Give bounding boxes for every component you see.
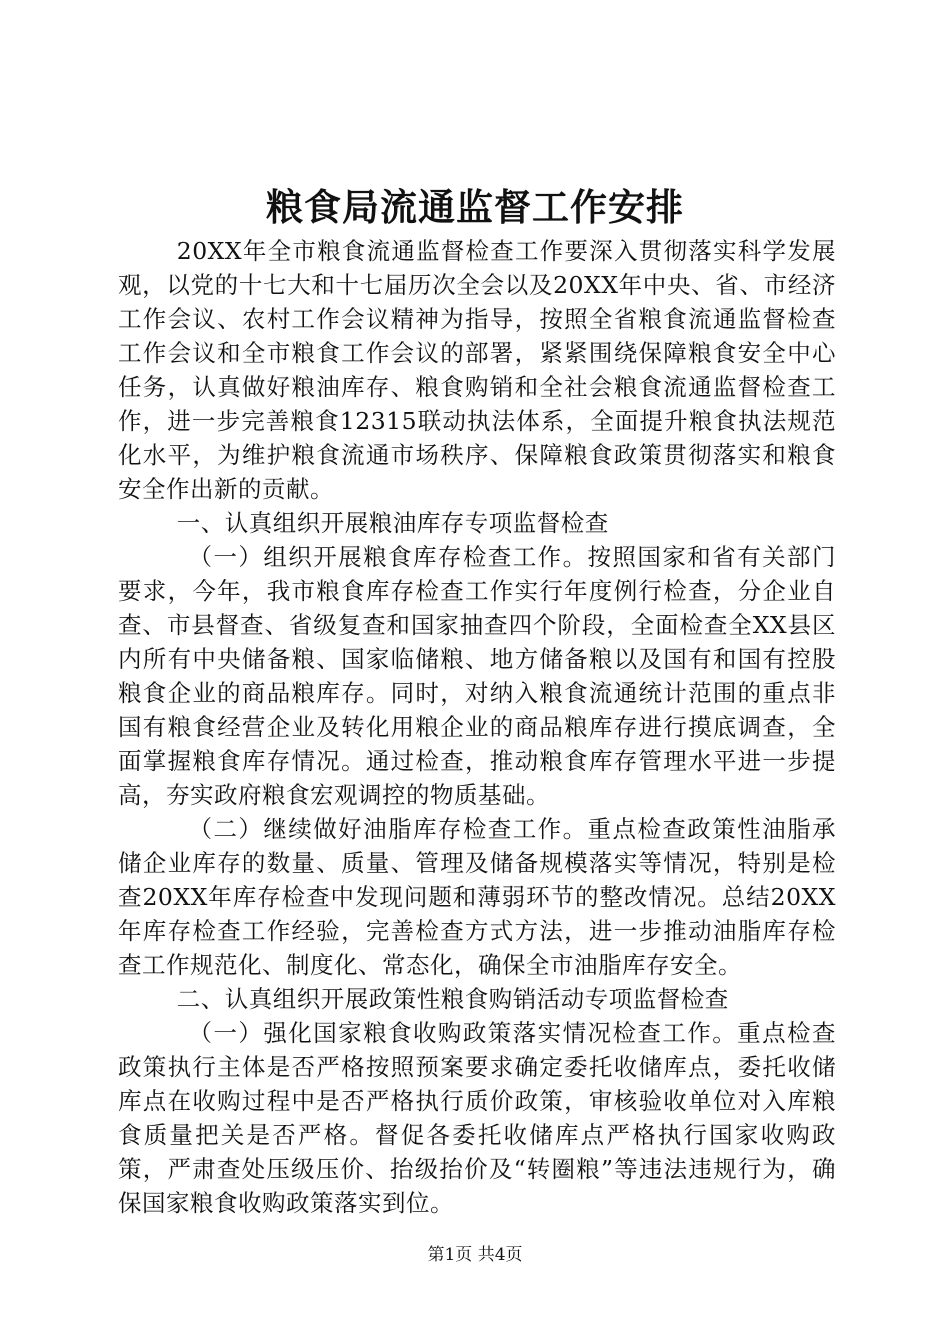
page-title: 粮食局流通监督工作安排 <box>266 185 684 229</box>
intro-paragraph: 20XX年全市粮食流通监督检查工作要深入贯彻落实科学发展观，以党的十七大和十七届历次全会以及20XX年中央、省、市经济工作会议、农村工作会议精神为指导，按照全省粮食流通监督检查工作会议和全市粮食工作会议的部署，紧紧围绕保障粮食安全中心任务，认真做好粮油库存、粮食购销和全社会粮食流通监督检查工作，进一步完善粮食12315联动执法体系，全面提升粮食执法规范化水平，为维护粮食流通市场秩序、保障粮食政策贯彻落实和粮食安全作出新的贡献。 <box>118 237 836 503</box>
section-heading-2: 二、认真组织开展政策性粮食购销活动专项监督检查 <box>176 985 729 1013</box>
document-body <box>118 234 836 1220</box>
subsection-paragraph-2-1: （一）强化国家粮食收购政策落实情况检查工作。重点检查政策执行主体是否严格按照预案要求确定委托收储库点，委托收储库点在收购过程中是否严格执行质价政策，审核验收单位对入库粮食质量把关是否严格。督促各委托收储库点严格执行国家收购政策，严肃查处压级压价、抬级抬价及“转圈粮”等违法违规行为，确保国家粮食收购政策落实到位。 <box>118 1019 836 1217</box>
subsection-paragraph-1-2: （二）继续做好油脂库存检查工作。重点检查政策性油脂承储企业库存的数量、质量、管理及储备规模落实等情况，特别是检查20XX年库存检查中发现问题和薄弱环节的整改情况。总结20XX年库存检查工作经验，完善检查方式方法，进一步推动油脂库存检查工作规范化、制度化、常态化，确保全市油脂库存安全。 <box>118 815 836 979</box>
subsection-paragraph-1-1: （一）组织开展粮食库存检查工作。按照国家和省有关部门要求，今年，我市粮食库存检查工作实行年度例行检查，分企业自查、市县督查、省级复查和国家抽查四个阶段，全面检查全XX县区内所有中央储备粮、国家临储粮、地方储备粮以及国有和国有控股粮食企业的商品粮库存。同时，对纳入粮食流通统计范围的重点非国有粮食经营企业及转化用粮企业的商品粮库存进行摸底调查，全面掌握粮食库存情况。通过检查，推动粮食库存管理水平进一步提高，夯实政府粮食宏观调控的物质基础。 <box>118 543 836 809</box>
section-heading-1: 一、认真组织开展粮油库存专项监督检查 <box>176 509 609 537</box>
page-footer: 第1页 共4页 <box>427 1245 523 1265</box>
